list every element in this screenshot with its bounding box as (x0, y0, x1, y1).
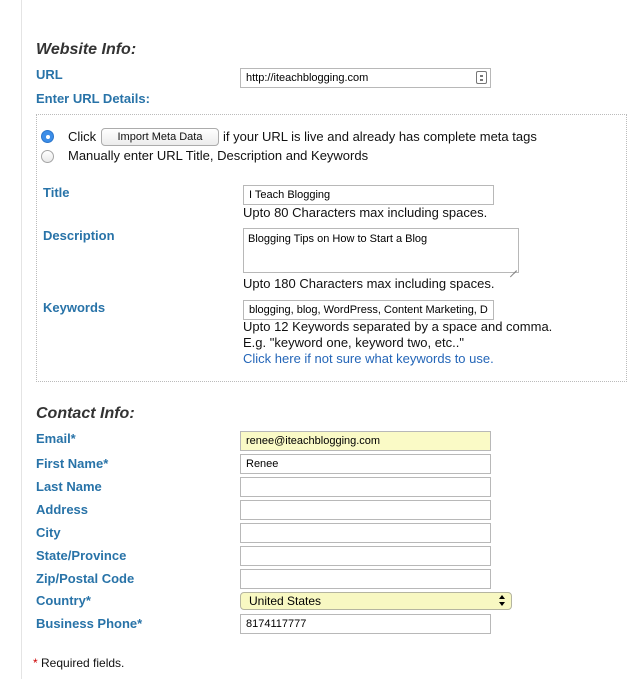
country-value: United States (249, 594, 322, 608)
zip-input[interactable] (240, 569, 491, 589)
option-click-suffix: if your URL is live and already has complete meta tags (223, 129, 537, 144)
resize-handle-icon[interactable] (510, 264, 517, 271)
address-input[interactable] (240, 500, 491, 520)
address-label: Address (36, 502, 89, 517)
radio-import-meta[interactable] (41, 130, 54, 143)
title-hint: Upto 80 Characters max including spaces. (243, 205, 488, 220)
enter-url-details-label: Enter URL Details: (36, 91, 150, 106)
title-label: Title (43, 185, 70, 200)
page-border (21, 0, 22, 679)
option-click-prefix: Click (68, 129, 97, 144)
keywords-input[interactable]: blogging, blog, WordPress, Content Marketing, D (243, 300, 494, 320)
url-label: URL (36, 67, 63, 82)
radio-manual-entry[interactable] (41, 150, 54, 163)
select-arrows-icon (499, 595, 506, 607)
state-label: State/Province (36, 548, 127, 563)
zip-label: Zip/Postal Code (36, 571, 135, 586)
first-name-label: First Name* (36, 456, 109, 471)
keywords-hint-limit: Upto 12 Keywords separated by a space and comma. (243, 319, 553, 334)
url-input[interactable] (240, 68, 491, 88)
option-manual-label: Manually enter URL Title, Description and Keywords (68, 148, 369, 163)
url-value: http://iteachblogging.com (246, 72, 369, 84)
email-input[interactable]: renee@iteachblogging.com (240, 431, 491, 451)
first-name-input[interactable]: Renee (240, 454, 491, 474)
contact-info-heading: Contact Info: (36, 405, 135, 422)
last-name-input[interactable] (240, 477, 491, 497)
description-hint: Upto 180 Characters max including spaces. (243, 276, 495, 291)
city-label: City (36, 525, 61, 540)
keywords-label: Keywords (43, 300, 106, 315)
contact-card-icon[interactable] (476, 71, 487, 84)
required-fields-note (33, 656, 124, 670)
country-select[interactable] (240, 592, 512, 610)
description-value: Blogging Tips on How to Start a Blog (248, 233, 428, 245)
email-label: Email* (36, 431, 76, 446)
country-label: Country* (36, 593, 91, 608)
import-meta-data-button[interactable]: Import Meta Data (101, 128, 219, 146)
state-input[interactable] (240, 546, 491, 566)
description-label: Description (43, 228, 115, 243)
city-input[interactable] (240, 523, 491, 543)
website-info-heading: Website Info: (36, 41, 137, 58)
business-phone-input[interactable]: 8174117777 (240, 614, 491, 634)
keywords-help-link[interactable]: Click here if not sure what keywords to use. (243, 351, 494, 366)
title-input[interactable]: I Teach Blogging (243, 185, 494, 205)
required-star: * (33, 656, 38, 670)
business-phone-label: Business Phone* (36, 616, 143, 631)
keywords-hint-example: E.g. "keyword one, keyword two, etc.." (243, 335, 464, 350)
required-fields-text: Required fields. (41, 656, 125, 670)
description-textarea[interactable] (243, 228, 519, 273)
last-name-label: Last Name (36, 479, 102, 494)
